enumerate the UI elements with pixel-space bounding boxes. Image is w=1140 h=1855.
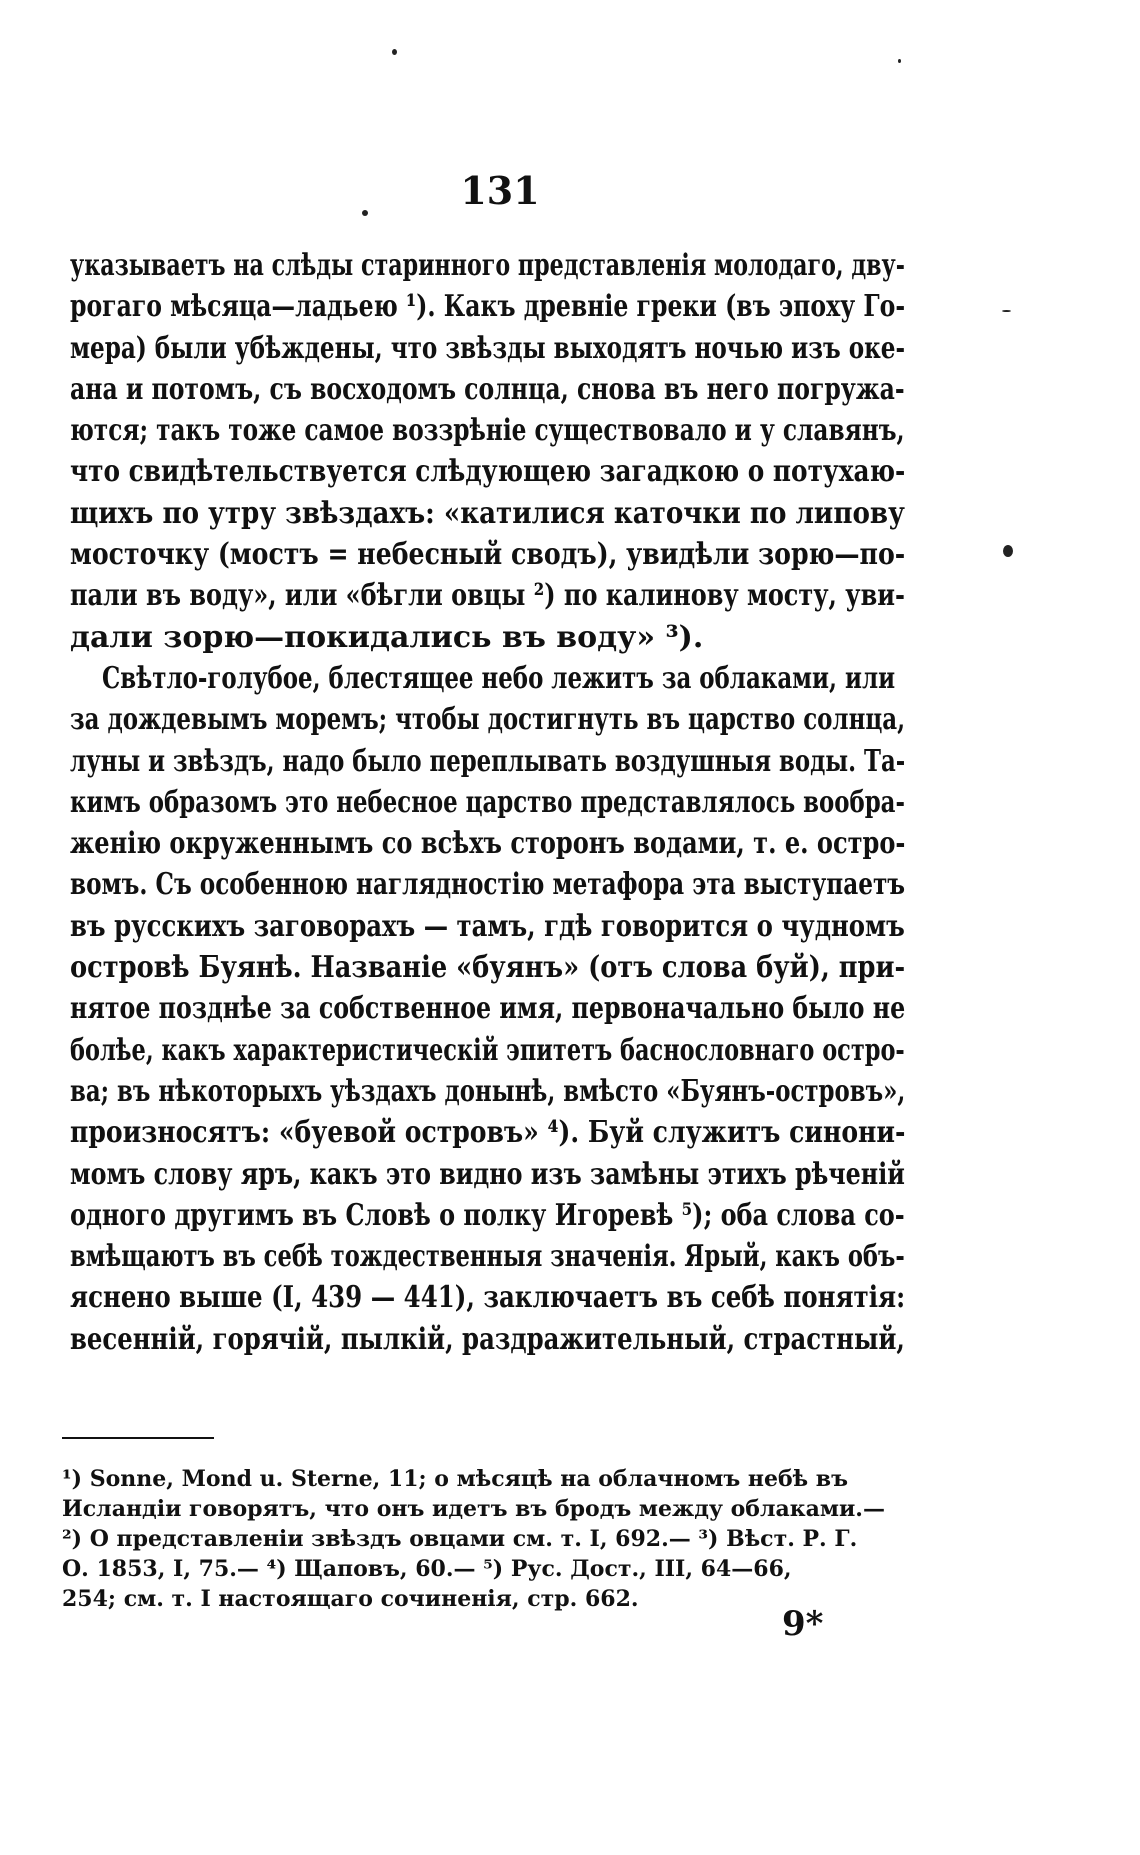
text-line: нятое позднѣе за собственное имя, первоначально было не <box>70 991 906 1027</box>
footnote-line: О. 1853, I, 75.— ⁴) Щаповъ, 60.— ⁵) Рус. Дост., III, 64—66, <box>62 1556 792 1582</box>
text-line: вомъ. Съ особенною наглядностію метафора эта выступаетъ <box>70 867 906 903</box>
text-line: кимъ образомъ это небесное царство представлялось вообра- <box>70 784 905 820</box>
text-line: щихъ по утру звѣздахъ: «катилися каточки по липову <box>70 495 905 531</box>
text-line: Свѣтло-голубое, блестящее небо лежитъ за облаками, или <box>102 660 896 696</box>
text-line: рогаго мѣсяца—ладьею ¹). Какъ древніе греки (въ эпоху Го- <box>70 289 906 325</box>
text-line: болѣе, какъ характеристическій эпитетъ баснословнаго остро- <box>70 1032 905 1068</box>
text-line: за дождевымъ моремъ; чтобы достигнуть въ царство солнца, <box>70 702 906 738</box>
footnote-divider <box>62 1437 214 1439</box>
scan-speck <box>362 210 368 216</box>
text-line: дали зорю—покидались въ воду» ³). <box>70 619 704 655</box>
text-line: указываетъ на слѣды старинного представленія молодаго, дву- <box>70 248 905 283</box>
text-line: вмѣщаютъ въ себѣ тождественныя значенія. Ярый, какъ объ- <box>70 1239 905 1275</box>
footnote-line: Исландіи говорятъ, что онъ идетъ въ бродъ между облаками.— <box>62 1496 885 1522</box>
text-line: въ русскихъ заговорахъ — тамъ, гдѣ говорится о чудномъ <box>70 908 905 944</box>
footnotes <box>62 1464 907 1614</box>
text-line: что свидѣтельствуется слѣдующею загадкою о потухаю- <box>70 454 906 490</box>
text-line: пали въ воду», или «бѣгли овцы ²) по калинову мосту, уви- <box>70 578 905 614</box>
scan-speck <box>1002 310 1011 312</box>
scan-speck <box>1003 545 1013 557</box>
footnote-line: ²) О представленіи звѣздъ овцами см. т. I, 692.— ³) Вѣст. Р. Г. <box>62 1526 858 1552</box>
scan-speck <box>898 59 901 63</box>
text-line: яснено выше (I, 439 — 441), заключаетъ въ себѣ понятія: <box>70 1280 906 1316</box>
text-line: мера) были убѣждены, что звѣзды выходятъ ночью изъ оке- <box>70 330 906 366</box>
text-line: момъ слову яръ, какъ это видно изъ замѣны этихъ рѣченій <box>70 1156 905 1192</box>
text-line: островѣ Буянѣ. Названіе «буянъ» (отъ слова буй), при- <box>70 950 906 986</box>
footnote-line: ¹) Sonne, Mond u. Sterne, 11; о мѣсяцѣ на облачномъ небѣ въ <box>62 1466 848 1492</box>
text-line: одного другимъ въ Словѣ о полку Игоревѣ ⁵); оба слова со- <box>70 1197 905 1233</box>
text-line: луны и звѣздъ, надо было переплывать воздушныя воды. Та- <box>70 743 906 779</box>
text-line: ются; такъ тоже самое воззрѣніе существовало и у славянъ, <box>70 413 905 449</box>
page-number: 131 <box>460 168 540 213</box>
text-line: весенній, горячій, пылкій, раздражительный, страстный, <box>70 1321 905 1357</box>
footnote-line: 254; см. т. I настоящаго сочиненія, стр. 662. <box>62 1586 639 1612</box>
text-line: женію окруженнымъ со всѣхъ сторонъ водами, т. е. остро- <box>70 826 906 862</box>
scan-speck <box>392 49 397 55</box>
text-line: ана и потомъ, съ восходомъ солнца, снова въ него погружа- <box>70 371 905 407</box>
text-line: произносятъ: «буевой островъ» ⁴). Буй служитъ синони- <box>70 1115 906 1151</box>
signature-mark: 9* <box>782 1604 824 1644</box>
body-text <box>70 245 905 1360</box>
text-line: мосточку (мостъ = небесный сводъ), увидѣли зорю—по- <box>70 537 906 573</box>
text-line: ва; въ нѣкоторыхъ уѣздахъ донынѣ, вмѣсто «Буянъ-островъ», <box>70 1073 906 1109</box>
